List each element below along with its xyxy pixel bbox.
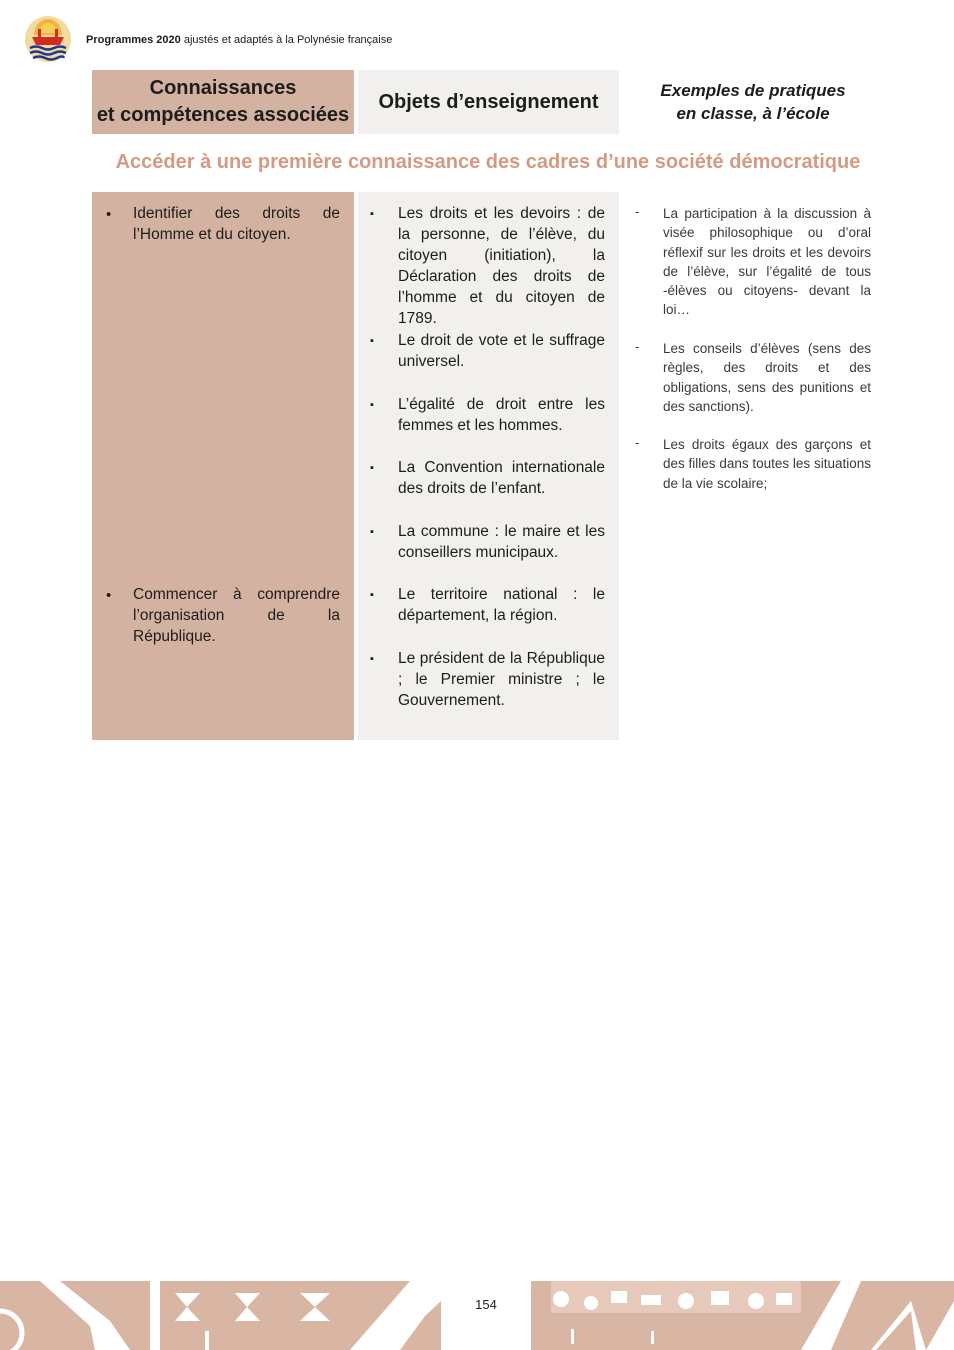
section-title: Accéder à une première connaissance des cadres d’une société démocratique [115, 151, 861, 173]
col3-header-line2: en classe, à l’école [676, 104, 830, 123]
column-header-competences [92, 70, 354, 134]
competence-item: Commencer à comprendre l’organisation de la République. [133, 586, 340, 645]
page-header [24, 14, 392, 64]
objet-item: Le droit de vote et le suffrage universel. [398, 332, 605, 370]
col1-header-line1: Connaissances [149, 77, 297, 99]
header-title [86, 34, 392, 46]
square-bullet-icon: ▪ [370, 208, 374, 220]
column-header-pratiques [630, 70, 876, 134]
pratique-item: Les droits égaux des garçons et des filles dans toutes les situations de la vie scolaire; [663, 437, 871, 491]
square-bullet-icon: ▪ [370, 335, 374, 347]
footer-pattern-left [0, 1281, 441, 1350]
objet-item: Les droits et les devoirs : de la personne, de l’élève, du citoyen (initiation), la Déclaration des droits de l’homme et du citoyen de 1789. [398, 205, 605, 327]
col3-header-line1: Exemples de pratiques [660, 81, 846, 100]
square-bullet-icon: ▪ [370, 526, 374, 538]
square-bullet-icon: ▪ [370, 399, 374, 411]
competences-column [92, 192, 354, 740]
header-title-bold: Programmes 2020 [86, 34, 181, 46]
pratique-item: La participation à la discussion à visée philosophique ou d’oral réflexif sur les droits et les devoirs de l’élève, sur l’égalité de tous -élèves ou citoyens- devant la loi… [663, 206, 871, 318]
dash-bullet-icon: - [635, 435, 640, 450]
square-bullet-icon: ▪ [370, 653, 374, 665]
objet-item: L’égalité de droit entre les femmes et les hommes. [398, 396, 605, 434]
column-header-objets [358, 70, 619, 134]
col1-header-line2: et compétences associées [96, 104, 350, 126]
square-bullet-icon: ▪ [370, 462, 374, 474]
objet-item: La Convention internationale des droits de l’enfant. [398, 459, 605, 497]
dash-bullet-icon: - [635, 339, 640, 354]
square-bullet-icon: ▪ [370, 589, 374, 601]
bullet-icon: • [106, 587, 112, 604]
pratique-item: Les conseils d’élèves (sens des règles, des droits et des obligations, sens des punitions et des sanctions). [663, 341, 871, 414]
header-title-rest: ajustés et adaptés à la Polynésie française [180, 34, 393, 46]
dash-bullet-icon: - [635, 204, 640, 219]
objet-item: Le territoire national : le département, la région. [398, 586, 605, 624]
bullet-icon: • [106, 206, 112, 223]
col2-header: Objets d’enseignement [378, 90, 599, 113]
polynesia-emblem-icon [24, 15, 72, 63]
competence-item: Identifier des droits de l’Homme et du citoyen. [133, 205, 340, 243]
page-number: 154 [475, 1297, 497, 1312]
footer-pattern-right [531, 1281, 954, 1350]
objets-column [358, 192, 619, 740]
objet-item: Le président de la République ; le Premier ministre ; le Gouvernement. [398, 650, 605, 709]
objet-item: La commune : le maire et les conseillers municipaux. [398, 523, 605, 561]
